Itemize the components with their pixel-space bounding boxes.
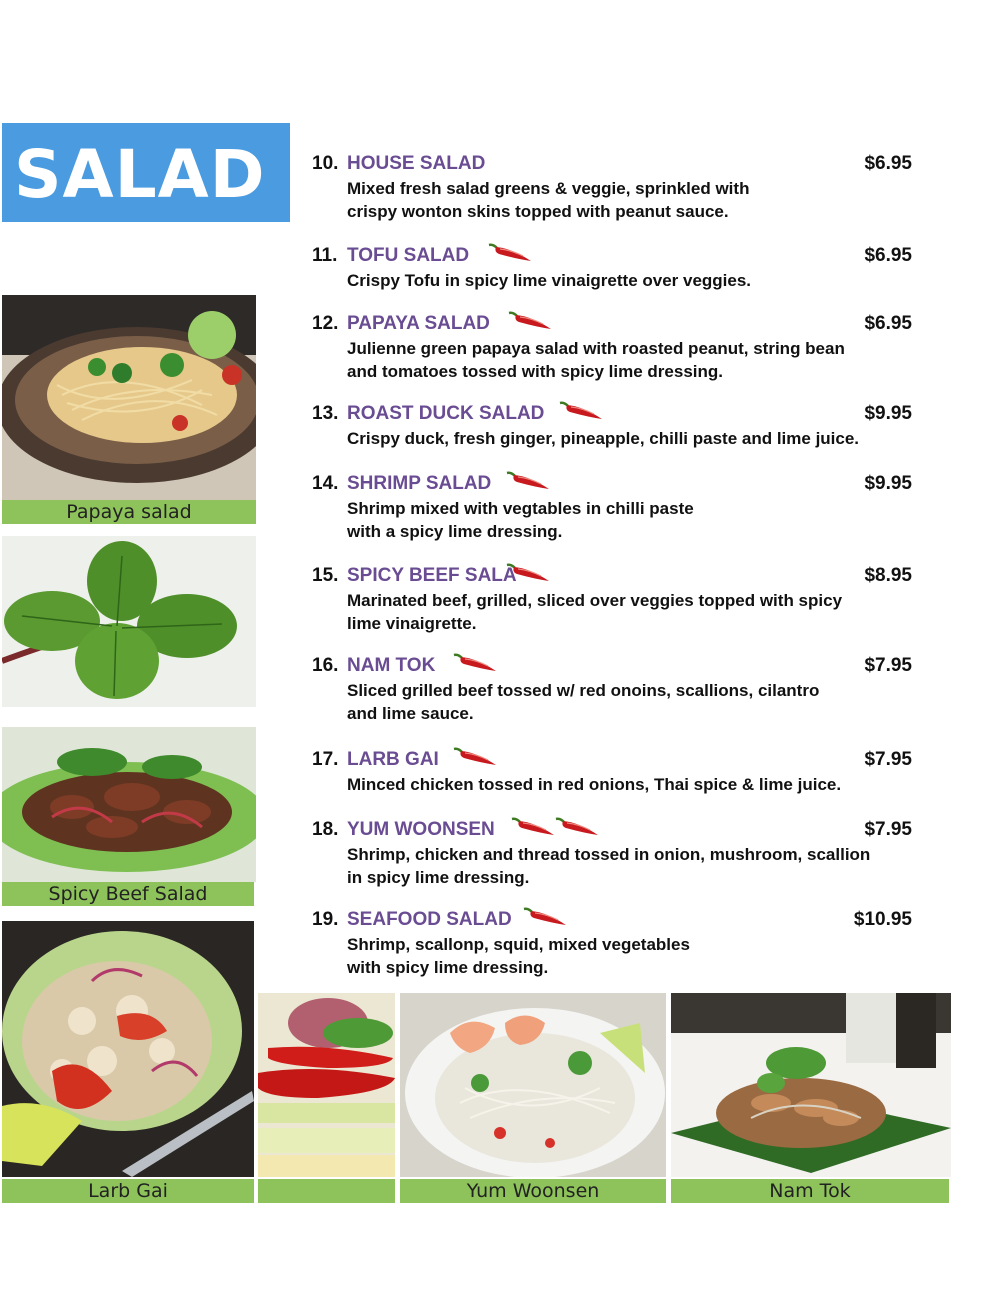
menu-item-number: 12. [312, 313, 339, 334]
spicy-beef-salad-photo [2, 727, 256, 882]
papaya-salad-caption: Papaya salad [2, 500, 256, 524]
menu-item-description-line: Mixed fresh salad greens & veggie, sprinkled with [347, 179, 750, 198]
menu-item-description [347, 679, 907, 725]
menu-item-price: $9.95 [864, 473, 912, 494]
menu-item-description [347, 269, 907, 292]
larb-gai-photo [2, 921, 254, 1177]
menu-item-description-line: and tomatoes tossed with spicy lime dressing. [347, 362, 723, 381]
menu-item-name: ROAST DUCK SALAD [347, 403, 545, 424]
yum-woonsen-photo [400, 993, 666, 1177]
menu-item-description-line: lime vinaigrette. [347, 614, 477, 633]
menu-item-description-line: Shrimp mixed with vegtables in chilli paste [347, 499, 694, 518]
menu-item-description [347, 427, 907, 450]
yum-woonsen-caption: Yum Woonsen [400, 1179, 666, 1203]
spicy-beef-salad-caption: Spicy Beef Salad [2, 882, 254, 906]
menu-item-description-line: Minced chicken tossed in red onions, Thai spice & lime juice. [347, 775, 842, 794]
chili-pepper-photo [258, 993, 395, 1177]
chili-pepper-icon [558, 400, 604, 422]
menu-item-description-line: and lime sauce. [347, 704, 474, 723]
papaya-salad-photo [2, 295, 256, 500]
menu-item-description [347, 589, 907, 635]
menu-item-description [347, 933, 907, 979]
chili-pepper-caption-bar [258, 1179, 395, 1203]
chili-pepper-icon [452, 746, 498, 768]
menu-item-description-line: with spicy lime dressing. [347, 958, 549, 977]
menu-item-description-line: Shrimp, chicken and thread tossed in onion, mushroom, scallion [347, 845, 871, 864]
chili-pepper-icon [554, 816, 600, 838]
menu-item-name: YUM WOONSEN [347, 819, 495, 840]
menu-item-name: TOFU SALAD [347, 245, 470, 266]
menu-item-description-line: Shrimp, scallonp, squid, mixed vegetables [347, 935, 690, 954]
menu-item-price: $7.95 [864, 819, 912, 840]
menu-item-description [347, 337, 907, 383]
menu-item-name: NAM TOK [347, 655, 436, 676]
menu-item-description [347, 773, 907, 796]
nam-tok-caption: Nam Tok [671, 1179, 949, 1203]
larb-gai-caption: Larb Gai [2, 1179, 254, 1203]
section-title: SALAD [14, 136, 266, 213]
menu-item-number: 13. [312, 403, 339, 424]
menu-item-description-line: Marinated beef, grilled, sliced over veggies topped with spicy [347, 591, 843, 610]
menu-item-number: 15. [312, 565, 339, 586]
menu-item-name: LARB GAI [347, 749, 439, 770]
menu-item-description-line: Crispy Tofu in spicy lime vinaigrette over veggies. [347, 271, 752, 290]
chili-pepper-icon [522, 906, 568, 928]
menu-item-name: HOUSE SALAD [347, 153, 486, 174]
menu-item-price: $6.95 [864, 153, 912, 174]
menu-item-description-line: Julienne green papaya salad with roasted peanut, string bean [347, 339, 845, 358]
menu-item-number: 19. [312, 909, 339, 930]
chili-pepper-icon [510, 816, 556, 838]
menu-item-description-line: in spicy lime dressing. [347, 868, 530, 887]
chili-pepper-icon [487, 242, 533, 264]
mint-leaf-photo [2, 536, 256, 707]
menu-item-description-line: Crispy duck, fresh ginger, pineapple, chilli paste and lime juice. [347, 429, 860, 448]
menu-item-price: $9.95 [864, 403, 912, 424]
chili-pepper-icon [505, 562, 551, 584]
menu-item-price: $8.95 [864, 565, 912, 586]
menu-item-name: SHRIMP SALAD [347, 473, 492, 494]
chili-pepper-icon [452, 652, 498, 674]
menu-item-description [347, 177, 907, 223]
menu-item-name: PAPAYA SALAD [347, 313, 490, 334]
menu-item-number: 16. [312, 655, 339, 676]
menu-item-number: 18. [312, 819, 339, 840]
menu-item-price: $7.95 [864, 749, 912, 770]
menu-item-description-line: crispy wonton skins topped with peanut sauce. [347, 202, 729, 221]
menu-item-number: 14. [312, 473, 339, 494]
menu-item-number: 11. [312, 245, 338, 266]
menu-item-number: 17. [312, 749, 339, 770]
menu-item-price: $6.95 [864, 313, 912, 334]
nam-tok-photo [671, 993, 951, 1177]
menu-item-price: $10.95 [853, 909, 912, 930]
chili-pepper-icon [507, 310, 553, 332]
menu-item-price: $7.95 [864, 655, 912, 676]
menu-item-price: $6.95 [864, 245, 912, 266]
menu-item-name: SPICY BEEF SALA [347, 565, 517, 586]
menu-item-description [347, 843, 907, 889]
menu-item-number: 10. [312, 153, 339, 174]
menu-item-description [347, 497, 907, 543]
chili-pepper-icon [505, 470, 551, 492]
menu-item-description-line: Sliced grilled beef tossed w/ red onoins, scallions, cilantro [347, 681, 820, 700]
menu-item-description-line: with a spicy lime dressing. [347, 522, 563, 541]
menu-item-name: SEAFOOD SALAD [347, 909, 512, 930]
